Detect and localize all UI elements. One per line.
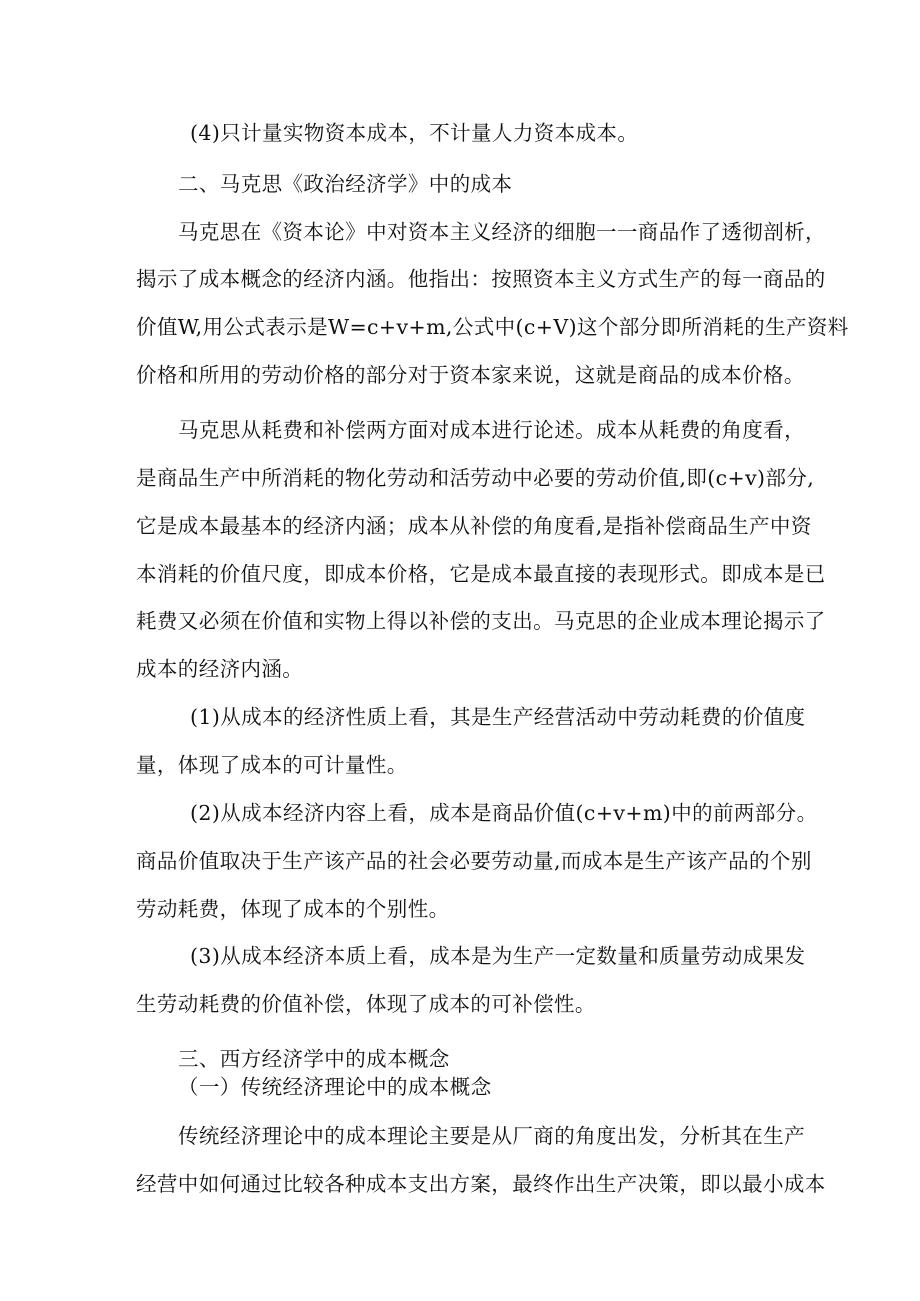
text-line-15: (2)从成本经济内容上看，成本是商品价值(c+v+m)中的前两部分。 [190,801,818,825]
section-heading-3: 三、西方经济学中的成本概念 [178,1047,450,1071]
text-line-11: 耗费又必须在价值和实物上得以补偿的支出。马克思的企业成本理论揭示了 [136,609,826,633]
text-line-22: 传统经济理论中的成本理论主要是从厂商的角度出发，分析其在生产 [178,1124,805,1148]
text-line-14: 量，体现了成本的可计量性。 [136,753,408,777]
text-line-10: 本消耗的价值尺度，即成本价格，它是成本最直接的表现形式。即成本是已 [136,562,826,586]
text-line-4: 揭示了成本概念的经济内涵。他指出：按照资本主义方式生产的每一商品的 [136,267,826,291]
text-line-8: 是商品生产中所消耗的物化劳动和活劳动中必要的劳动价值,即(c+v)部分, [136,466,815,490]
text-line-17: 劳动耗费，体现了成本的个别性。 [136,897,450,921]
text-line-7: 马克思从耗费和补偿两方面对成本进行论述。成本从耗费的角度看， [178,418,805,442]
text-line-12: 成本的经济内涵。 [136,657,304,681]
text-line-13: (1)从成本的经济性质上看，其是生产经营活动中劳动耗费的价值度 [190,705,806,729]
text-line-19: 生劳动耗费的价值补偿，体现了成本的可补偿性。 [136,992,596,1016]
text-line-9: 它是成本最基本的经济内涵；成本从补偿的角度看,是指补偿商品生产中资 [136,514,812,538]
text-line-3: 马克思在《资本论》中对资本主义经济的细胞一一商品作了透彻剖析， [178,220,826,244]
subsection-heading-1: （一）传统经济理论中的成本概念 [178,1075,492,1099]
text-line-1: (4)只计量实物资本成本，不计量人力资本成本。 [190,121,639,145]
text-line-18: (3)从成本经济本质上看，成本是为生产一定数量和质量劳动成果发 [190,944,806,968]
text-line-5: 价值W,用公式表示是W=c+v+m,公式中(c+V)这个部分即所消耗的生产资料 [136,315,849,339]
text-line-6: 价格和所用的劳动价格的部分对于资本家来说，这就是商品的成本价格。 [136,363,805,387]
text-line-23: 经营中如何通过比较各种成本支出方案，最终作出生产决策，即以最小成本 [136,1172,826,1196]
section-heading-2: 二、马克思《政治经济学》中的成本 [178,172,513,196]
text-line-16: 商品价值取决于生产该产品的社会必要劳动量,而成本是生产该产品的个别 [136,849,812,873]
